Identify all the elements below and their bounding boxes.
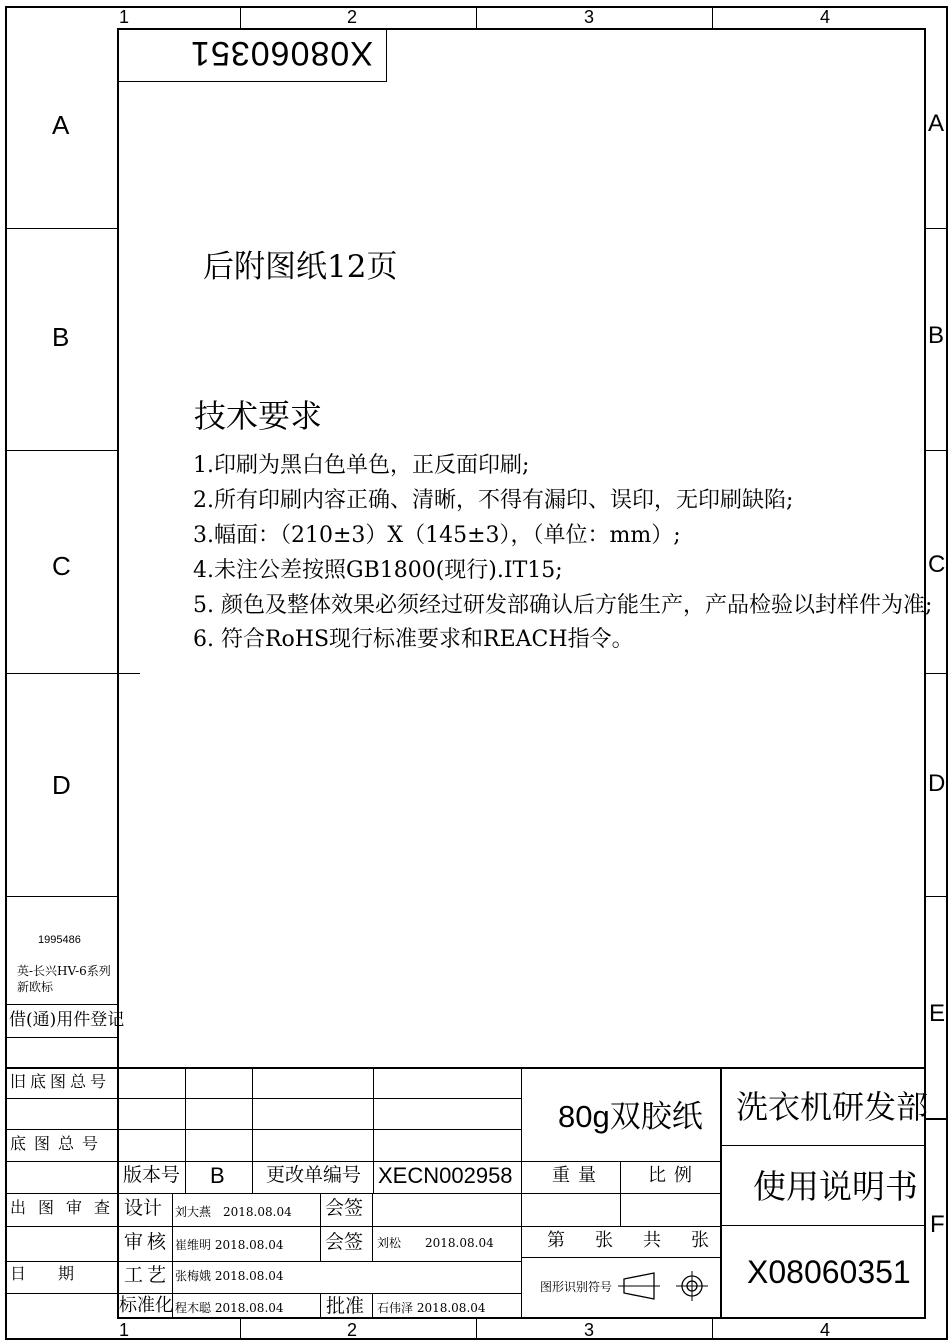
zone-row-b-left: B <box>52 322 70 352</box>
zone-row-e-right: E <box>929 1000 946 1027</box>
process-signature: 张梅娥 2018.08.04 <box>175 1269 284 1283</box>
side-number: 1995486 <box>38 934 81 946</box>
zone-col-1-bottom: 1 <box>119 1320 130 1340</box>
review-label: 审核 <box>124 1231 171 1253</box>
change-no-label: 更改单编号 <box>266 1164 362 1186</box>
requirement-item: 6. 符合RoHS现行标准要求和REACH指令。 <box>193 627 634 652</box>
sheet-count-label: 第 张 共 张 <box>547 1230 715 1251</box>
requirement-item: 2.所有印刷内容正确、清晰，不得有漏印、误印，无印刷缺陷; <box>193 488 794 513</box>
requirement-item: 3.幅面：（210±3）X（145±3），（单位：mm）; <box>193 523 681 548</box>
side-desc-line2: 新欧标 <box>17 980 54 994</box>
document-name: 使用说明书 <box>753 1167 918 1206</box>
review-signature: 崔维明 2018.08.04 <box>175 1238 284 1252</box>
zone-row-f-right: F <box>930 1211 945 1238</box>
requirement-item: 4.未注公差按照GB1800(现行).IT15; <box>193 558 563 583</box>
requirements-title: 技术要求 <box>194 397 323 435</box>
standardization-label: 标准化 <box>119 1295 173 1316</box>
design-signature: 刘大燕 2018.08.04 <box>175 1205 292 1219</box>
material-label: 80g双胶纸 <box>558 1099 703 1134</box>
standardization-signature: 程木聪 2018.08.04 <box>175 1301 284 1315</box>
attached-pages-note: 后附图纸12页 <box>203 249 398 285</box>
zone-row-a-right: A <box>928 110 945 137</box>
countersign-signature: 刘松 2018.08.04 <box>377 1236 494 1250</box>
version-label: 版本号 <box>123 1164 181 1186</box>
zone-row-c-right: C <box>928 551 946 578</box>
approve-label: 批准 <box>326 1295 365 1317</box>
scale-label: 比例 <box>648 1165 700 1186</box>
symbol-label: 图形识别符号 <box>540 1280 613 1294</box>
zone-row-a-left: A <box>52 110 70 140</box>
zone-col-3-bottom: 3 <box>584 1320 595 1340</box>
zone-col-1-top: 1 <box>119 7 130 27</box>
base-no-label: 底图总号 <box>10 1134 107 1153</box>
zone-row-b-right: B <box>928 322 945 349</box>
zone-col-3-top: 3 <box>584 7 595 27</box>
drawing-number: X08060351 <box>747 1254 911 1290</box>
zone-col-2-top: 2 <box>347 7 358 27</box>
zone-row-d-right: D <box>928 770 946 797</box>
old-base-no-label: 旧底图总号 <box>10 1072 111 1091</box>
zone-col-2-bottom: 2 <box>347 1320 358 1340</box>
version-value: B <box>210 1163 225 1188</box>
requirement-item: 1.印刷为黑白色单色，正反面印刷; <box>193 453 530 478</box>
department-name: 洗衣机研发部 <box>736 1088 929 1126</box>
side-desc-line1: 英-长兴HV-6系列 <box>17 964 111 978</box>
process-label: 工艺 <box>124 1264 171 1286</box>
change-no-value: XECN002958 <box>378 1163 513 1188</box>
weight-label: 重量 <box>552 1165 604 1186</box>
design-label: 设计 <box>124 1197 163 1219</box>
zone-col-4-bottom: 4 <box>820 1320 831 1340</box>
zone-col-4-top: 4 <box>820 7 831 27</box>
issue-review-label: 出图审查 <box>10 1198 123 1217</box>
projection-symbol-icon <box>618 1268 718 1304</box>
countersign-label: 会签 <box>325 1197 364 1219</box>
borrow-register-label: 借(通)用件登记 <box>9 1010 125 1030</box>
approve-signature: 石伟泽 2018.08.04 <box>377 1301 486 1315</box>
requirement-item: 5. 颜色及整体效果必须经过研发部确认后方能生产，产品检验以封样件为准; <box>193 593 933 618</box>
countersign-label-2: 会签 <box>325 1231 364 1253</box>
mirrored-drawing-code: X08060351 <box>190 34 373 72</box>
zone-row-d-left: D <box>52 770 71 800</box>
zone-row-c-left: C <box>52 551 71 581</box>
date-label: 日 期 <box>10 1264 75 1283</box>
